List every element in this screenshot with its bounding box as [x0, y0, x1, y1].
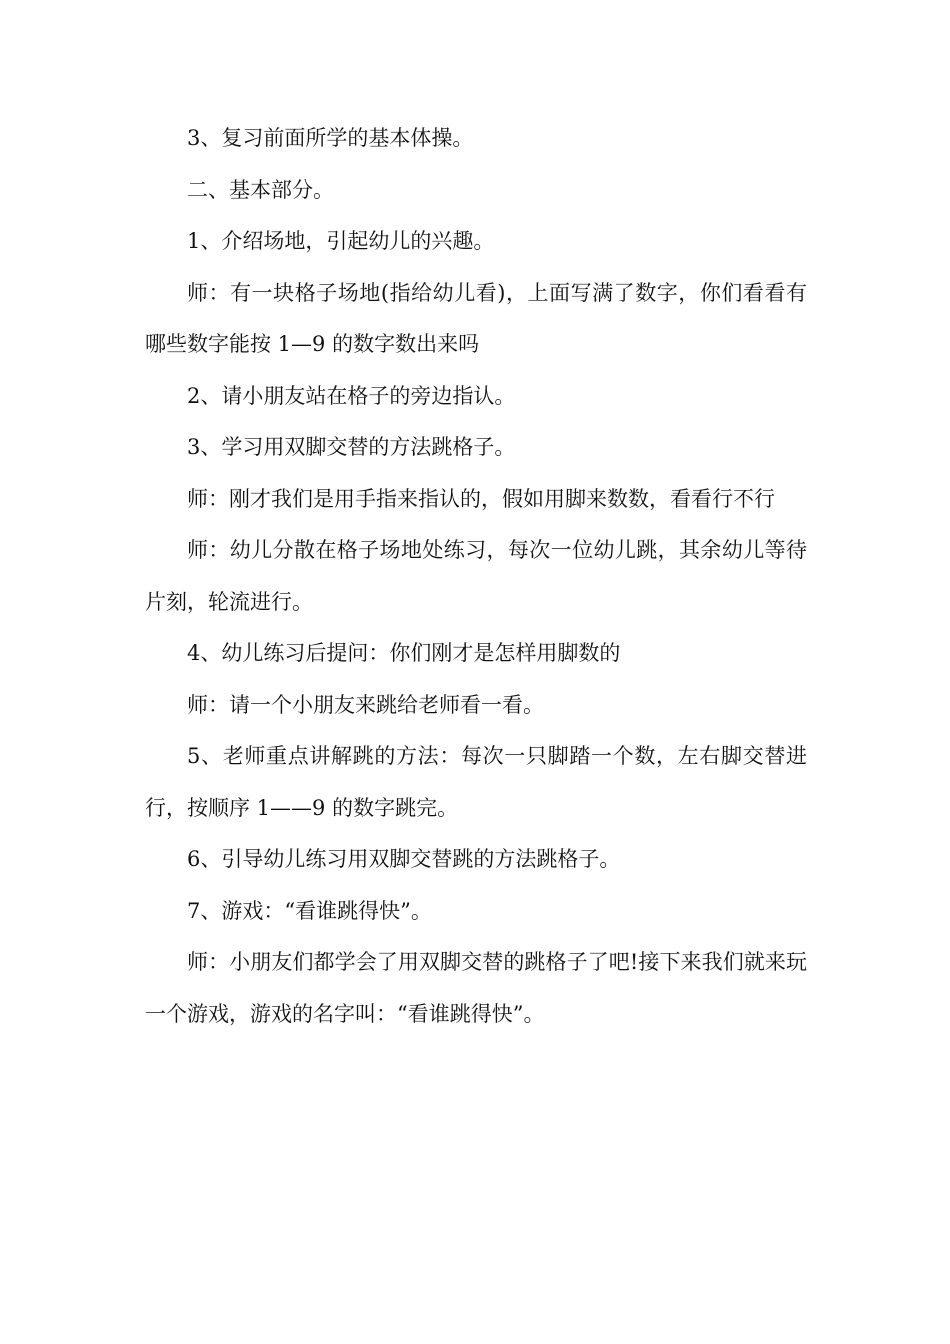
paragraph-learn-alternate-feet: 3、学习用双脚交替的方法跳格子。	[187, 435, 516, 459]
paragraph-guide-practice: 6、引导幼儿练习用双脚交替跳的方法跳格子。	[187, 847, 621, 871]
paragraph-teacher-count-with-feet: 师：刚才我们是用手指来指认的，假如用脚来数数，看看行不行	[187, 486, 775, 511]
paragraph-teacher-practice-turns: 师：幼儿分散在格子场地处练习，每次一位幼儿跳，其余幼儿等待片刻，轮流进行。	[145, 538, 807, 614]
paragraph-question-after-practice: 4、幼儿练习后提问：你们刚才是怎样用脚数的	[187, 641, 621, 665]
section-heading-basic-part: 二、基本部分。	[187, 177, 334, 202]
paragraph-introduce-venue: 1、介绍场地，引起幼儿的兴趣。	[187, 229, 495, 253]
paragraph-review-exercises: 3、复习前面所学的基本体操。	[187, 126, 474, 150]
paragraph-explain-jump-method: 5、老师重点讲解跳的方法：每次一只脚踏一个数，左右脚交替进行，按顺序 1——9 的数字跳完。	[145, 744, 807, 820]
paragraph-teacher-game-intro: 师：小朋友们都学会了用双脚交替的跳格子了吧!接下来我们就来玩一个游戏，游戏的名字叫：“看谁跳得快”。	[145, 950, 807, 1026]
document-body	[145, 113, 807, 1040]
paragraph-stand-beside-grid: 2、请小朋友站在格子的旁边指认。	[187, 383, 516, 408]
paragraph-teacher-grid-numbers: 师：有一块格子场地(指给幼儿看)，上面写满了数字，你们看看有哪些数字能按 1—9 的数字数出来吗	[145, 280, 807, 356]
paragraph-teacher-demo-request: 师：请一个小朋友来跳给老师看一看。	[187, 692, 544, 717]
paragraph-game-title: 7、游戏：“看谁跳得快”。	[187, 898, 432, 923]
